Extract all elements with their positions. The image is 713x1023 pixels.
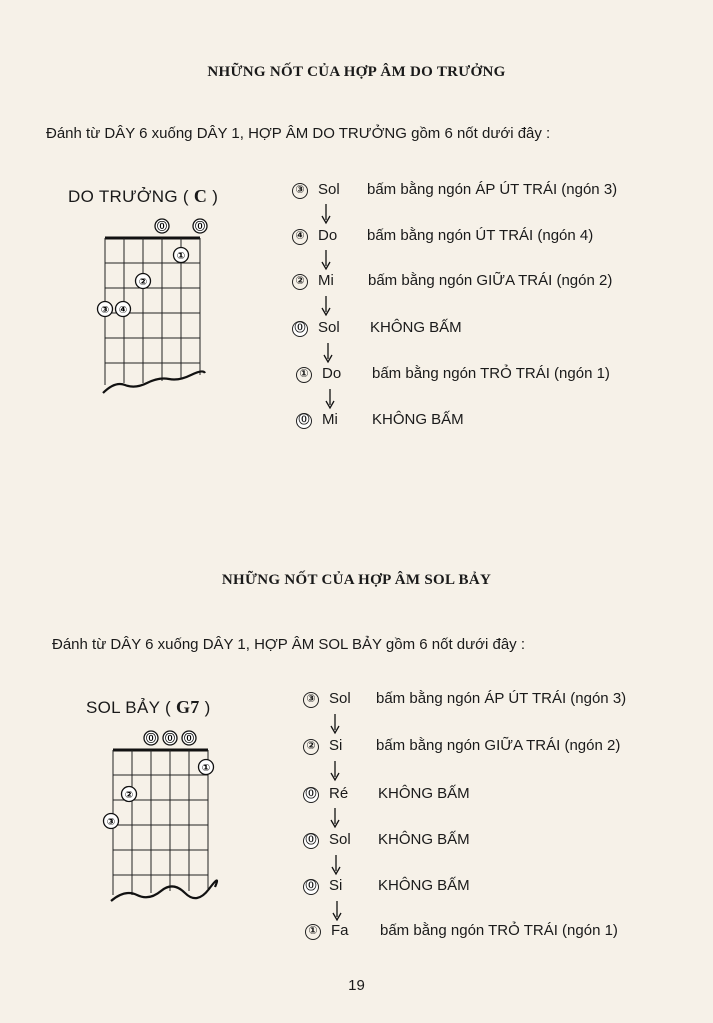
- section-title-sol-bay: NHỮNG NỐT CỦA HỢP ÂM SOL BẢY: [221, 572, 492, 588]
- finger-number-icon: ④: [292, 229, 308, 245]
- finger-number-icon: ③: [303, 692, 319, 708]
- section-title-do-truong: NHỮNG NỐT CỦA HỢP ÂM DO TRƯỞNG: [207, 64, 506, 80]
- open-string-icon: ⓪: [303, 833, 319, 849]
- svg-text:⓪: ⓪: [165, 734, 175, 745]
- note-instruction: KHÔNG BẤM: [378, 785, 470, 802]
- note-instruction: bấm bằng ngón TRỎ TRÁI (ngón 1): [372, 365, 610, 382]
- chord-symbol: G7: [175, 697, 200, 717]
- finger-marker-3: [104, 814, 119, 829]
- note-instruction: bấm bằng ngón ÁP ÚT TRÁI (ngón 3): [367, 181, 618, 198]
- note-name: Fa: [331, 922, 349, 939]
- note-instruction: KHÔNG BẤM: [372, 411, 464, 428]
- finger-marker-1: [174, 248, 189, 263]
- note-name: Ré: [329, 785, 349, 802]
- open-string-icon: ⓪: [292, 321, 308, 337]
- arrow-down-icon: [323, 342, 333, 364]
- note-name: Sol: [329, 831, 351, 848]
- arrow-down-icon: [321, 203, 331, 225]
- page-number: 19: [348, 977, 365, 994]
- arrow-down-icon: [321, 249, 331, 271]
- section-intro-sol-bay: Đánh từ DÂY 6 xuống DÂY 1, HỢP ÂM SOL BẢY gồm 6 nốt dưới đây :: [52, 636, 526, 653]
- note-instruction: bấm bằng ngón ÚT TRÁI (ngón 4): [367, 227, 594, 244]
- note-name: Do: [318, 227, 338, 244]
- open-string-marker-1: [193, 219, 207, 233]
- chord-label-sol-bay: [86, 697, 211, 718]
- note-name: Mi: [318, 272, 334, 289]
- svg-text:④: ④: [118, 305, 128, 316]
- note-instruction: bấm bằng ngón TRỎ TRÁI (ngón 1): [380, 922, 618, 939]
- chord-name-text: SOL BẢY (: [86, 698, 171, 717]
- note-instruction: bấm bằng ngón GIỮA TRÁI (ngón 2): [368, 272, 613, 289]
- arrow-down-icon: [330, 713, 340, 735]
- finger-number-icon: ③: [292, 183, 308, 199]
- open-string-icon: ⓪: [296, 413, 312, 429]
- arrow-down-icon: [332, 900, 342, 922]
- note-instruction: bấm bằng ngón GIỮA TRÁI (ngón 2): [376, 737, 621, 754]
- open-string-marker-3: [155, 219, 169, 233]
- svg-text:⓪: ⓪: [195, 222, 205, 233]
- fretboard-diagram-g7: [103, 725, 223, 915]
- note-name: Si: [329, 737, 343, 754]
- note-name: Mi: [322, 411, 338, 428]
- note-instruction: KHÔNG BẤM: [378, 877, 470, 894]
- note-name: Sol: [329, 690, 351, 707]
- svg-text:⓪: ⓪: [146, 734, 156, 745]
- finger-marker-4: [116, 302, 131, 317]
- arrow-down-icon: [321, 295, 331, 317]
- svg-text:①: ①: [176, 251, 186, 262]
- note-name: Si: [329, 877, 343, 894]
- finger-number-icon: ②: [292, 274, 308, 290]
- finger-marker-3: [98, 302, 113, 317]
- open-string-marker-3: [163, 731, 177, 745]
- note-instruction: KHÔNG BẤM: [370, 319, 462, 336]
- note-name: Sol: [318, 319, 340, 336]
- svg-text:③: ③: [100, 305, 110, 316]
- svg-text:⓪: ⓪: [184, 734, 194, 745]
- arrow-down-icon: [330, 760, 340, 782]
- svg-text:⓪: ⓪: [157, 222, 167, 233]
- chord-name-text: DO TRƯỞNG (: [68, 187, 189, 206]
- note-instruction: KHÔNG BẤM: [378, 831, 470, 848]
- finger-marker-2: [122, 787, 137, 802]
- arrow-down-icon: [325, 388, 335, 410]
- fretboard-diagram-c: [95, 213, 215, 403]
- section-intro-do-truong: Đánh từ DÂY 6 xuống DÂY 1, HỢP ÂM DO TRƯỞNG gồm 6 nốt dưới đây :: [46, 125, 551, 142]
- svg-text:③: ③: [106, 817, 116, 828]
- finger-number-icon: ①: [296, 367, 312, 383]
- finger-marker-2: [136, 274, 151, 289]
- svg-text:②: ②: [138, 277, 148, 288]
- svg-text:①: ①: [201, 763, 211, 774]
- finger-number-icon: ②: [303, 739, 319, 755]
- chord-close-paren: ): [212, 187, 219, 206]
- open-string-marker-4: [144, 731, 158, 745]
- note-name: Do: [322, 365, 342, 382]
- arrow-down-icon: [330, 807, 340, 829]
- note-instruction: bấm bằng ngón ÁP ÚT TRÁI (ngón 3): [376, 690, 627, 707]
- arrow-down-icon: [331, 854, 341, 876]
- note-name: Sol: [318, 181, 340, 198]
- open-string-icon: ⓪: [303, 879, 319, 895]
- open-string-icon: ⓪: [303, 787, 319, 803]
- chord-label-do-truong: [68, 186, 218, 207]
- chord-symbol: C: [193, 186, 208, 206]
- svg-text:②: ②: [124, 790, 134, 801]
- chord-close-paren: ): [204, 698, 211, 717]
- finger-number-icon: ①: [305, 924, 321, 940]
- open-string-marker-2: [182, 731, 196, 745]
- finger-marker-1: [199, 760, 214, 775]
